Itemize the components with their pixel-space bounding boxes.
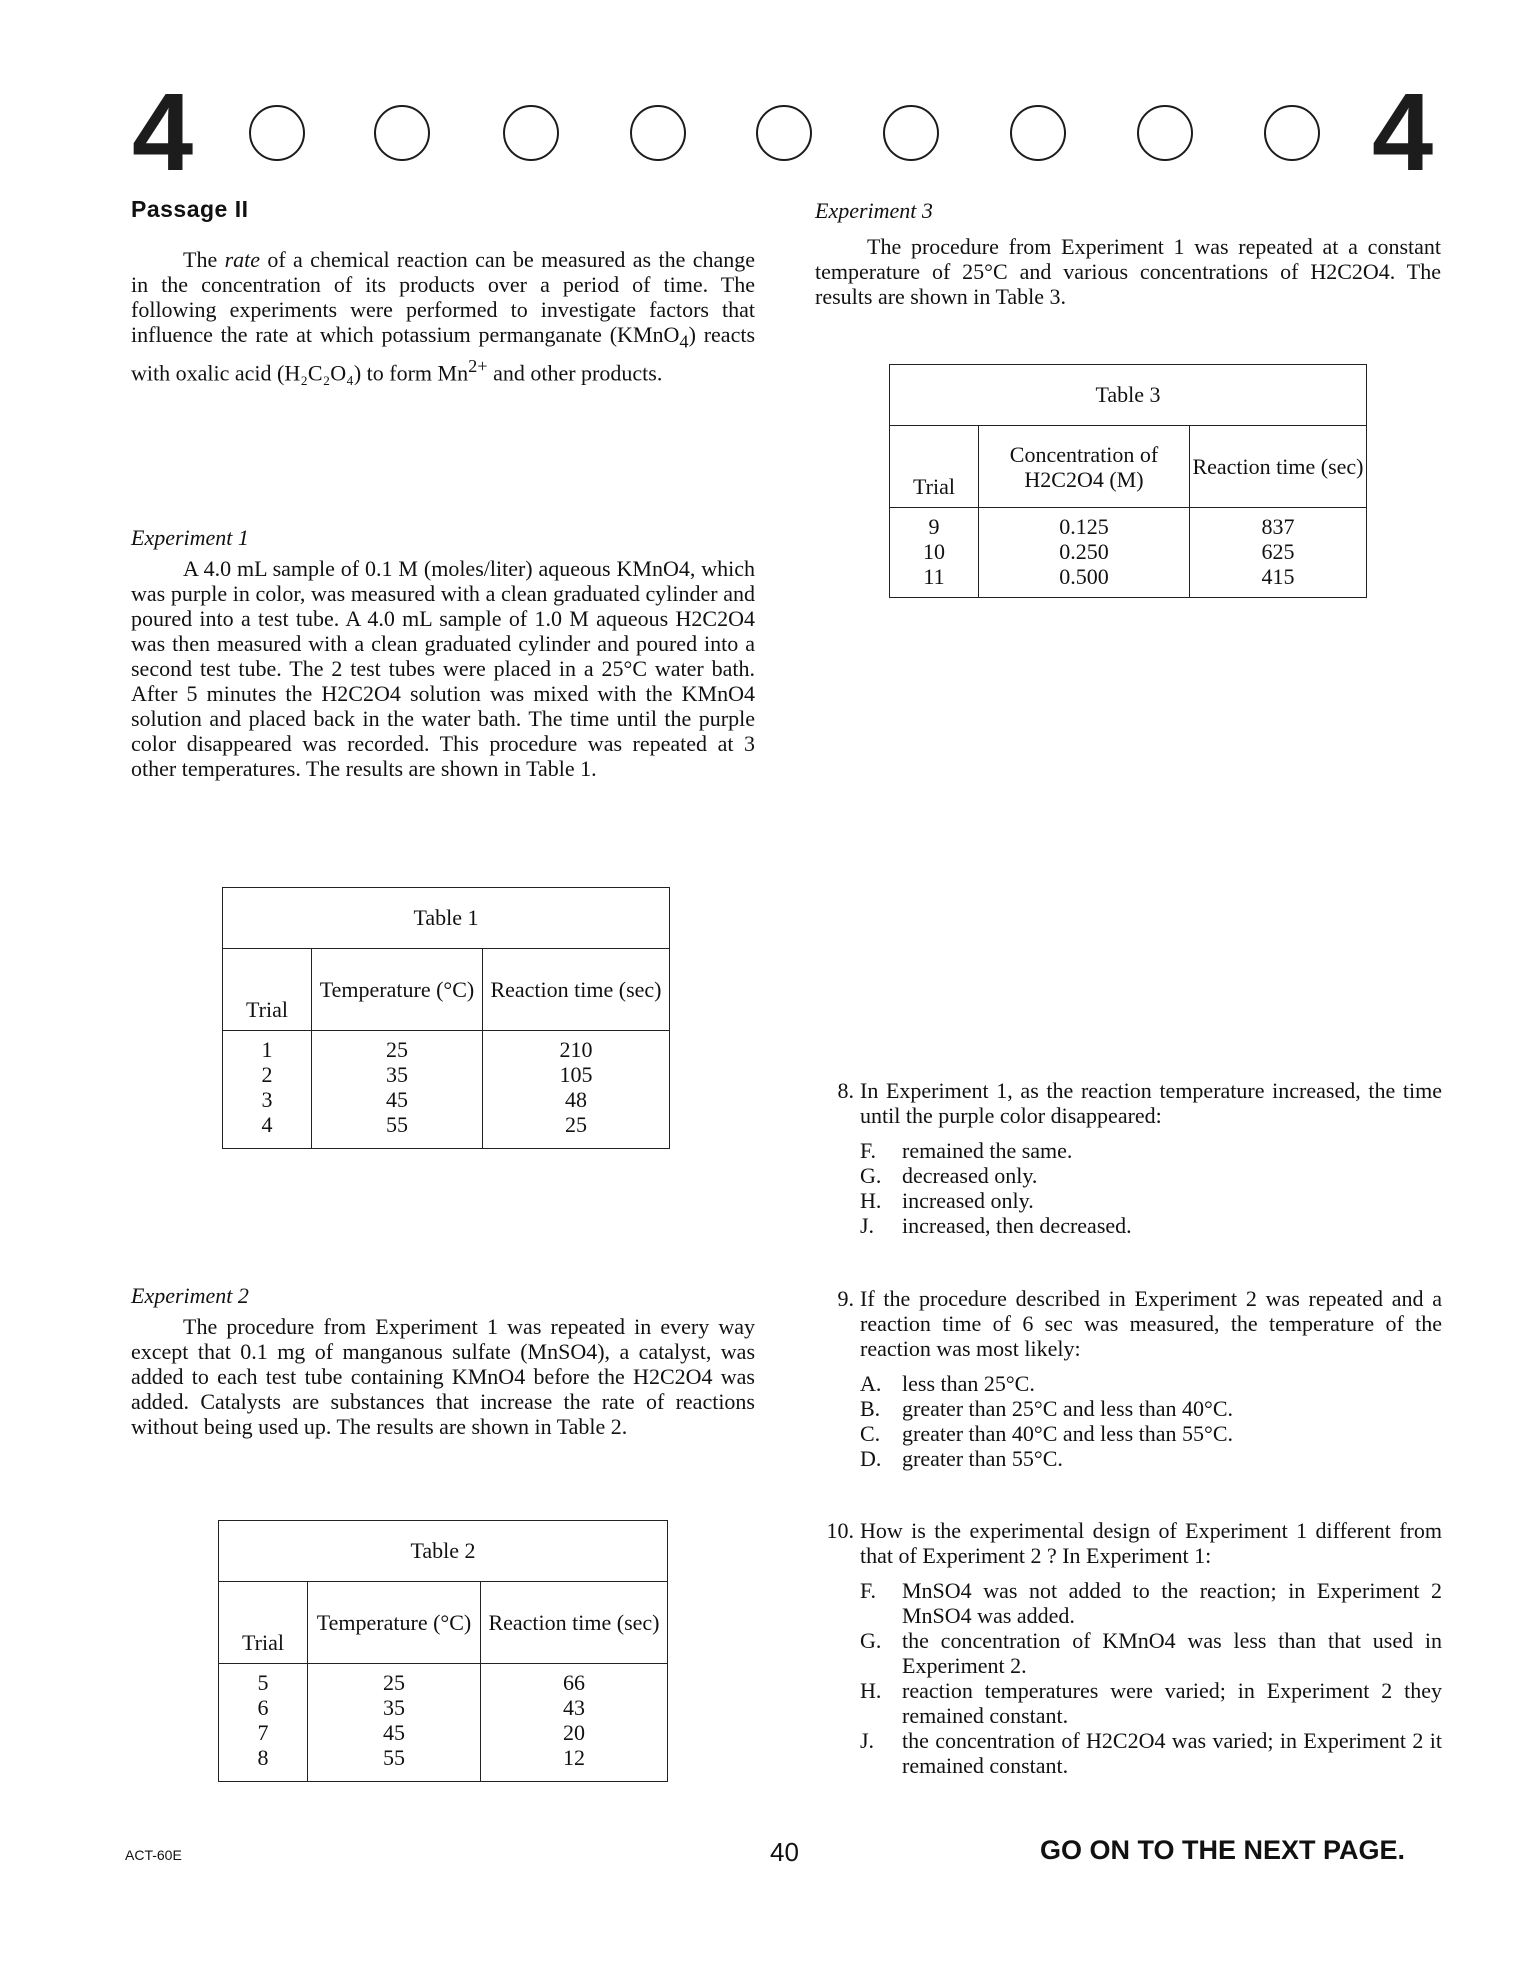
circle-icon: [883, 105, 939, 161]
section-number-right: 4: [1372, 71, 1434, 194]
passage-title: Passage II: [131, 196, 249, 222]
col-trial: 5 6 7 8: [219, 1664, 308, 1782]
col-trial: 1 2 3 4: [223, 1031, 312, 1149]
intro-paragraph: The rate of a chemical reaction can be measured as the change in the concentration of its products over a period of time. The following experiments were performed to investigate factors that influence the rate at which potassium permanganate (KMnO$_4$) reacts with oxalic acid (H₂C₂O₄) to form $Mn^{2+}$ and other products.: [131, 247, 756, 386]
section-number-left: 4: [132, 71, 194, 194]
table-caption: Table 2: [219, 1521, 668, 1582]
page-number: 40: [770, 1837, 799, 1867]
go-on-label: GO ON TO THE NEXT PAGE.: [1040, 1835, 1406, 1865]
experiment1-title: Experiment 1: [131, 525, 249, 550]
header-reaction-time: Reaction time (sec): [483, 949, 670, 1031]
experiment2-text: The procedure from Experiment 1 was repeated in every way except that 0.1 mg of manganous sulfate (MnSO4), a catalyst, was added to each test tube containing KMnO4 before the H2C2O4 was added. Catalysts are substances that increase the rate of reactions without being used up. The results are shown in Table 2.: [131, 1314, 755, 1439]
header-trial: Trial: [890, 426, 979, 508]
question-number: 9.: [837, 1286, 854, 1311]
header-temperature: Temperature (°C): [312, 949, 483, 1031]
answer-option[interactable]: A. less than 25°C.: [860, 1371, 1035, 1396]
circle-icon: [1264, 105, 1320, 161]
answer-option[interactable]: B. greater than 25°C and less than 40°C.: [860, 1396, 1234, 1421]
header-reaction-time: Reaction time (sec): [481, 1582, 668, 1664]
experiment3-text: The procedure from Experiment 1 was repeated at a constant temperature of 25°C and various concentrations of H2C2O4. The results are shown in Table 3.: [815, 234, 1441, 309]
question-stem: If the procedure described in Experiment 2 was repeated and a reaction time of 6 sec was measured, the temperature of the reaction was most likely:: [860, 1286, 1442, 1361]
col-reaction-time: 66 43 20 12: [481, 1664, 668, 1782]
answer-option[interactable]: G. decreased only.: [860, 1163, 1038, 1188]
answer-option[interactable]: H. reaction temperatures were varied; in Experiment 2 they remained constant.: [860, 1678, 1442, 1728]
experiment1-text: A 4.0 mL sample of 0.1 M (moles/liter) aqueous KMnO4, which was purple in color, was measured with a clean graduated cylinder and poured into a test tube. A 4.0 mL sample of 1.0 M aqueous H2C2O4 was then measured with a clean graduated cylinder and poured into a second test tube. The 2 test tubes were placed in a 25°C water bath. After 5 minutes the H2C2O4 solution was mixed with the KMnO4 solution and placed back in the water bath. The time until the purple color disappeared was recorded. This procedure was repeated at 3 other temperatures. The results are shown in Table 1.: [131, 556, 755, 781]
circle-icon: [249, 105, 305, 161]
answer-option[interactable]: F. remained the same.: [860, 1138, 1073, 1163]
col-temperature: 25 35 45 55: [308, 1664, 481, 1782]
circle-icon: [630, 105, 686, 161]
header-trial: Trial: [223, 949, 312, 1031]
answer-option[interactable]: H. increased only.: [860, 1188, 1034, 1213]
table-caption: Table 3: [890, 365, 1367, 426]
question-10: [805, 1518, 1442, 1778]
answer-option[interactable]: F. MnSO4 was not added to the reaction; in Experiment 2 MnSO4 was added.: [860, 1578, 1442, 1628]
question-8: [818, 1078, 1442, 1238]
circle-icon: [1010, 105, 1066, 161]
col-temperature: 25 35 45 55: [312, 1031, 483, 1149]
answer-option[interactable]: J. increased, then decreased.: [860, 1213, 1132, 1238]
question-stem: How is the experimental design of Experiment 1 different from that of Experiment 2 ? In Experiment 1:: [860, 1518, 1442, 1568]
table-caption: Table 1: [223, 888, 670, 949]
circle-icon: [756, 105, 812, 161]
col-reaction-time: 210 105 48 25: [483, 1031, 670, 1149]
table-3: [889, 364, 1367, 598]
col-trial: 9 10 11: [890, 508, 979, 598]
header-temperature: Temperature (°C): [308, 1582, 481, 1664]
answer-option[interactable]: C. greater than 40°C and less than 55°C.: [860, 1421, 1234, 1446]
header-concentration: Concentration of H2C2O4 (M): [979, 426, 1190, 508]
circle-icon: [1137, 105, 1193, 161]
col-reaction-time: 837 625 415: [1190, 508, 1367, 598]
col-concentration: 0.125 0.250 0.500: [979, 508, 1190, 598]
question-number: 10.: [826, 1518, 854, 1543]
answer-option[interactable]: D. greater than 55°C.: [860, 1446, 1063, 1471]
experiment2-title: Experiment 2: [131, 1283, 249, 1308]
circle-icon: [503, 105, 559, 161]
header-reaction-time: Reaction time (sec): [1190, 426, 1367, 508]
table-2: [218, 1520, 668, 1782]
form-code: ACT-60E: [125, 1847, 182, 1863]
table-1: [222, 887, 670, 1149]
answer-option[interactable]: G. the concentration of KMnO4 was less than that used in Experiment 2.: [860, 1628, 1442, 1678]
question-9: [818, 1286, 1442, 1471]
circle-icon: [374, 105, 430, 161]
answer-option[interactable]: J. the concentration of H2C2O4 was varied; in Experiment 2 it remained constant.: [860, 1728, 1442, 1778]
header-trial: Trial: [219, 1582, 308, 1664]
question-number: 8.: [837, 1078, 854, 1103]
question-stem: In Experiment 1, as the reaction temperature increased, the time until the purple color disappeared:: [860, 1078, 1442, 1128]
experiment3-title: Experiment 3: [815, 198, 933, 223]
